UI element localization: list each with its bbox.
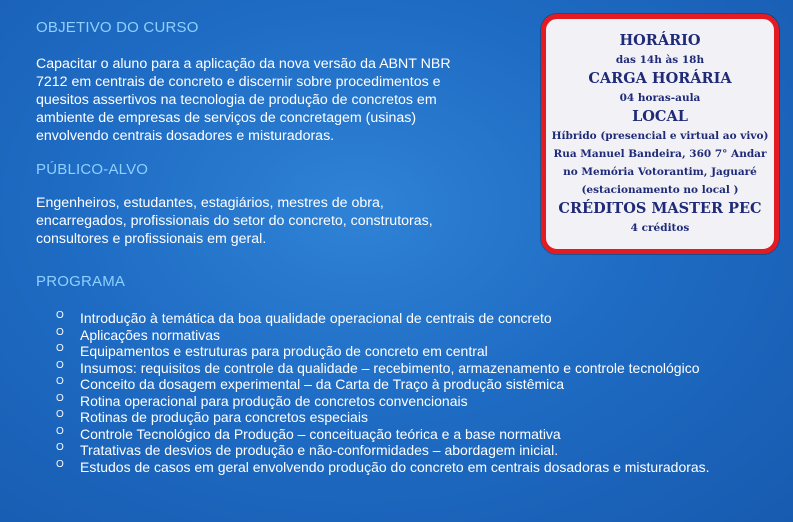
objetivo-line: envolvendo centrais dosadores e misturadoras. (36, 128, 335, 144)
publico-line: Engenheiros, estudantes, estagiários, mestres de obra, (36, 195, 384, 211)
local-line: (estacionamento no local ) (581, 184, 739, 196)
list-item-text: Estudos de casos em geral envolvendo produção do concreto em centrais dosadoras e misturadoras. (80, 458, 710, 475)
bullet-icon: O (56, 359, 64, 371)
publico-paragraph (36, 194, 516, 248)
list-item-text: Controle Tecnológico da Produção – conceituação teórica e a base normativa (80, 425, 561, 442)
bullet-icon: O (56, 310, 64, 321)
objetivo-line: Capacitar o aluno para a aplicação da nova versão da ABNT NBR (36, 56, 451, 72)
local-line: Rua Manuel Bandeira, 360 7° Andar (553, 148, 767, 160)
carga-value: 04 horas-aula (619, 92, 701, 104)
horario-value: das 14h às 18h (615, 54, 705, 66)
programa-list (56, 310, 756, 475)
creditos-value: 4 créditos (630, 222, 690, 234)
list-item (56, 376, 756, 393)
list-item (56, 327, 756, 344)
carga-title: CARGA HORÁRIA (588, 70, 732, 87)
bullet-icon: O (56, 343, 64, 354)
list-item (56, 310, 756, 327)
bullet-icon: O (56, 442, 64, 453)
objetivo-line: 7212 em centrais de concreto e discernir sobre procedimentos e (36, 74, 441, 90)
programa-heading: PROGRAMA (36, 273, 126, 290)
list-item-text: Aplicações normativas (80, 326, 221, 343)
publico-line: consultores e profissionais em geral. (36, 231, 267, 247)
course-info-box (541, 14, 779, 254)
creditos-title: CRÉDITOS MASTER PEC (558, 200, 762, 217)
list-item (56, 426, 756, 443)
list-item-text: Introdução à temática da boa qualidade operacional de centrais de concreto (80, 310, 552, 326)
bullet-icon: O (56, 409, 64, 420)
list-item-text: Conceito da dosagem experimental – da Carta de Traço à produção sistêmica (80, 376, 565, 392)
local-line: no Memória Votorantim, Jaguaré (563, 166, 757, 178)
objetivo-line: quesitos assertivos na tecnologia de produção de concretos em (36, 92, 437, 108)
bullet-icon: O (56, 376, 64, 387)
list-item (56, 343, 756, 360)
list-item-text: Rotinas de produção para concretos especiais (80, 409, 368, 425)
list-item (56, 393, 756, 410)
publico-line: encarregados, profissionais do setor do concreto, construtoras, (36, 213, 433, 229)
list-item-text: Rotina operacional para produção de concretos convencionais (80, 392, 468, 409)
list-item (56, 442, 756, 459)
local-title: LOCAL (632, 108, 688, 125)
objetivo-line: ambiente de empresas de serviços de concretagem (usinas) (36, 110, 417, 126)
list-item-text: Tratativas de desvios de produção e não-conformidades – abordagem inicial. (80, 442, 559, 458)
objetivo-heading: OBJETIVO DO CURSO (36, 19, 199, 36)
bullet-icon: O (56, 326, 64, 338)
list-item-text: Insumos: requisitos de controle da qualidade – recebimento, armazenamento e controle tecnológico (80, 359, 700, 376)
local-line: Híbrido (presencial e virtual ao vivo) (551, 130, 769, 142)
list-item (56, 360, 756, 377)
list-item (56, 459, 756, 476)
bullet-icon: O (56, 425, 64, 437)
objetivo-paragraph (36, 55, 516, 145)
bullet-icon: O (56, 392, 64, 404)
horario-title: HORÁRIO (619, 32, 701, 49)
publico-heading: PÚBLICO-ALVO (36, 161, 149, 178)
bullet-icon: O (56, 458, 64, 470)
list-item (56, 409, 756, 426)
list-item-text: Equipamentos e estruturas para produção de concreto em central (80, 343, 488, 359)
